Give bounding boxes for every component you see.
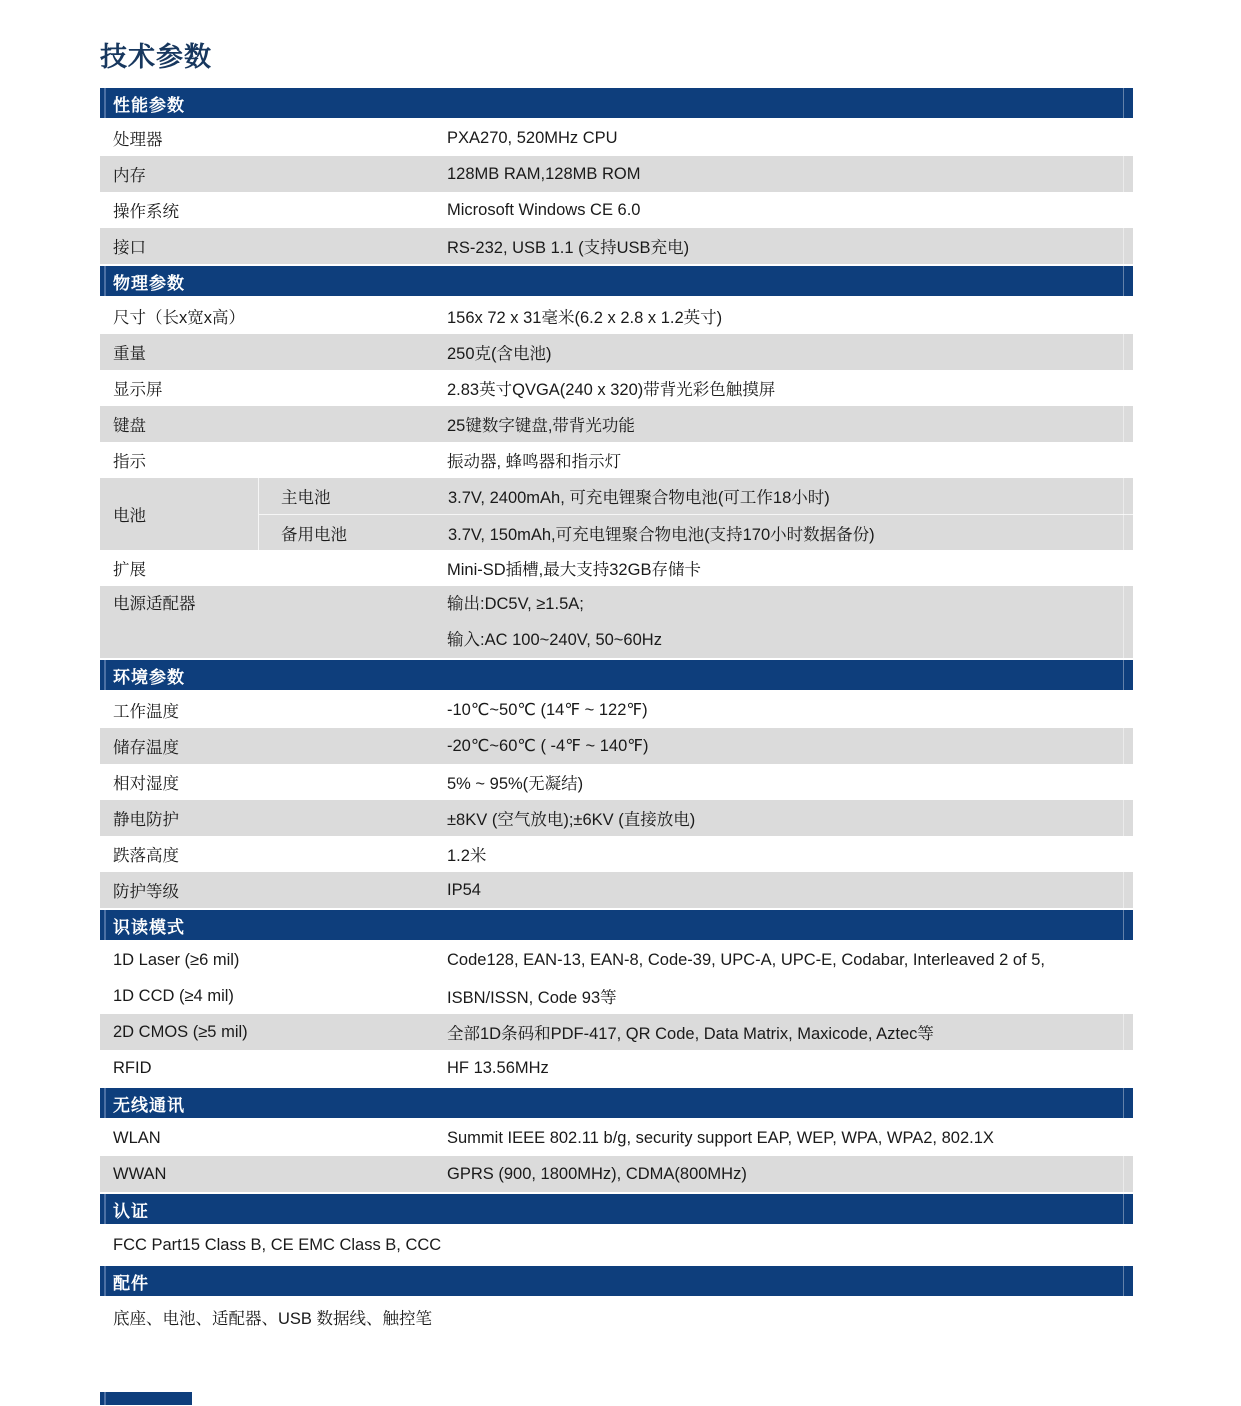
row-value: Mini-SD插槽,最大支持32GB存储卡 <box>447 561 701 579</box>
spec-row <box>100 442 1133 478</box>
spec-row <box>100 872 1133 908</box>
spec-row <box>100 228 1133 264</box>
spec-row <box>100 942 1133 978</box>
spec-row <box>100 550 1133 586</box>
spec-row <box>100 1014 1133 1050</box>
row-text: FCC Part15 Class B, CE EMC Class B, CCC <box>113 1235 442 1254</box>
row-value: Summit IEEE 802.11 b/g, security support EAP, WEP, WPA, WPA2, 802.1X <box>447 1128 994 1147</box>
row-value: 250克(含电池) <box>447 345 552 363</box>
row-value: Code128, EAN-13, EAN-8, Code-39, UPC-A, UPC-E, Codabar, Interleaved 2 of 5, <box>447 950 1045 969</box>
row-label: 接口 <box>113 239 146 257</box>
section-header: 性能参数 <box>100 88 1133 118</box>
row-label: WWAN <box>113 1164 167 1183</box>
row-value: Microsoft Windows CE 6.0 <box>447 200 641 219</box>
spec-row <box>100 370 1133 406</box>
row-value: RS-232, USB 1.1 (支持USB充电) <box>447 239 690 257</box>
spec-table <box>100 88 1133 1336</box>
group-label: 电池 <box>113 507 146 525</box>
row-label: 内存 <box>113 167 146 185</box>
spec-row <box>100 120 1133 156</box>
subrow-label: 主电池 <box>281 489 331 507</box>
row-label: 1D CCD (≥4 mil) <box>113 986 234 1005</box>
spec-subrow <box>259 478 1133 514</box>
row-label: 指示 <box>113 453 146 471</box>
spec-row-fulltext <box>100 1298 1133 1336</box>
row-label: 操作系统 <box>113 203 179 221</box>
page-title: 技术参数 <box>100 42 212 72</box>
section-header: 无线通讯 <box>100 1088 1133 1118</box>
spec-row <box>100 1120 1133 1156</box>
spec-row-group <box>100 478 1133 550</box>
subrow-value: 3.7V, 2400mAh, 可充电锂聚合物电池(可工作18小时) <box>448 489 830 507</box>
spec-row <box>100 334 1133 370</box>
row-value: 1.2米 <box>447 847 487 865</box>
row-value-line: 输入:AC 100~240V, 50~60Hz <box>447 631 662 649</box>
row-value: ISBN/ISSN, Code 93等 <box>447 989 617 1007</box>
row-label: 防护等级 <box>113 883 179 901</box>
section-header: 认证 <box>100 1194 1133 1224</box>
row-label: 重量 <box>113 345 146 363</box>
section-header: 物理参数 <box>100 266 1133 296</box>
row-value: PXA270, 520MHz CPU <box>447 128 618 147</box>
row-label: 1D Laser (≥6 mil) <box>113 950 240 969</box>
row-label: 储存温度 <box>113 739 179 757</box>
row-label: 处理器 <box>113 131 163 149</box>
subrow-value: 3.7V, 150mAh,可充电锂聚合物电池(支持170小时数据备份) <box>448 525 875 544</box>
spec-row <box>100 800 1133 836</box>
row-values <box>447 586 1133 658</box>
row-label: 相对湿度 <box>113 775 179 793</box>
spec-row <box>100 764 1133 800</box>
row-label: 尺寸（长x宽x高） <box>113 309 245 327</box>
row-label: 工作温度 <box>113 703 179 721</box>
section-header: 环境参数 <box>100 660 1133 690</box>
row-label: RFID <box>113 1058 152 1077</box>
row-value-line: 输出:DC5V, ≥1.5A; <box>447 595 584 613</box>
row-label: 静电防护 <box>113 811 179 829</box>
row-label: 跌落高度 <box>113 847 179 865</box>
row-value: 全部1D条码和PDF-417, QR Code, Data Matrix, Maxicode, Aztec等 <box>447 1025 934 1043</box>
spec-row <box>100 406 1133 442</box>
spec-row-fulltext <box>100 1226 1133 1264</box>
row-value: 128MB RAM,128MB ROM <box>447 164 641 183</box>
spec-row <box>100 156 1133 192</box>
spec-row <box>100 836 1133 872</box>
row-label: 键盘 <box>113 417 146 435</box>
cut-off-section-header <box>100 1392 192 1405</box>
row-value: -20℃~60℃ ( -4℉ ~ 140℉) <box>447 737 649 755</box>
spec-row <box>100 1156 1133 1192</box>
spec-row <box>100 692 1133 728</box>
spec-row <box>100 192 1133 228</box>
row-value: HF 13.56MHz <box>447 1058 549 1077</box>
row-value: GPRS (900, 1800MHz), CDMA(800MHz) <box>447 1164 747 1183</box>
row-value: IP54 <box>447 880 481 899</box>
row-value: 5% ~ 95%(无凝结) <box>447 775 584 793</box>
row-label: 电源适配器 <box>113 595 196 613</box>
spec-row <box>100 728 1133 764</box>
spec-row <box>100 978 1133 1014</box>
spec-row-multiline <box>100 586 1133 658</box>
section-header: 识读模式 <box>100 910 1133 940</box>
row-label: 显示屏 <box>113 381 163 399</box>
pair-lines <box>100 942 1133 1014</box>
row-label: 扩展 <box>113 561 146 579</box>
row-value: ±8KV (空气放电);±6KV (直接放电) <box>447 811 696 829</box>
row-value: 25键数字键盘,带背光功能 <box>447 417 635 435</box>
spec-row-pair <box>100 942 1133 1014</box>
subrow-label: 备用电池 <box>281 525 347 544</box>
spec-row <box>100 298 1133 334</box>
row-label: 2D CMOS (≥5 mil) <box>113 1022 248 1041</box>
spec-sheet <box>100 0 1133 1405</box>
row-text: 底座、电池、适配器、USB 数据线、触控笔 <box>113 1310 433 1328</box>
row-value: 2.83英寸QVGA(240 x 320)带背光彩色触摸屏 <box>447 381 776 399</box>
section-header: 配件 <box>100 1266 1133 1296</box>
row-value: 振动器, 蜂鸣器和指示灯 <box>447 453 622 471</box>
row-value: 156x 72 x 31毫米(6.2 x 2.8 x 1.2英寸) <box>447 309 723 327</box>
group-subrows <box>258 478 1133 550</box>
spec-subrow <box>259 514 1133 550</box>
spec-row <box>100 1050 1133 1086</box>
row-label: WLAN <box>113 1128 161 1147</box>
row-value: -10℃~50℃ (14℉ ~ 122℉) <box>447 701 648 719</box>
